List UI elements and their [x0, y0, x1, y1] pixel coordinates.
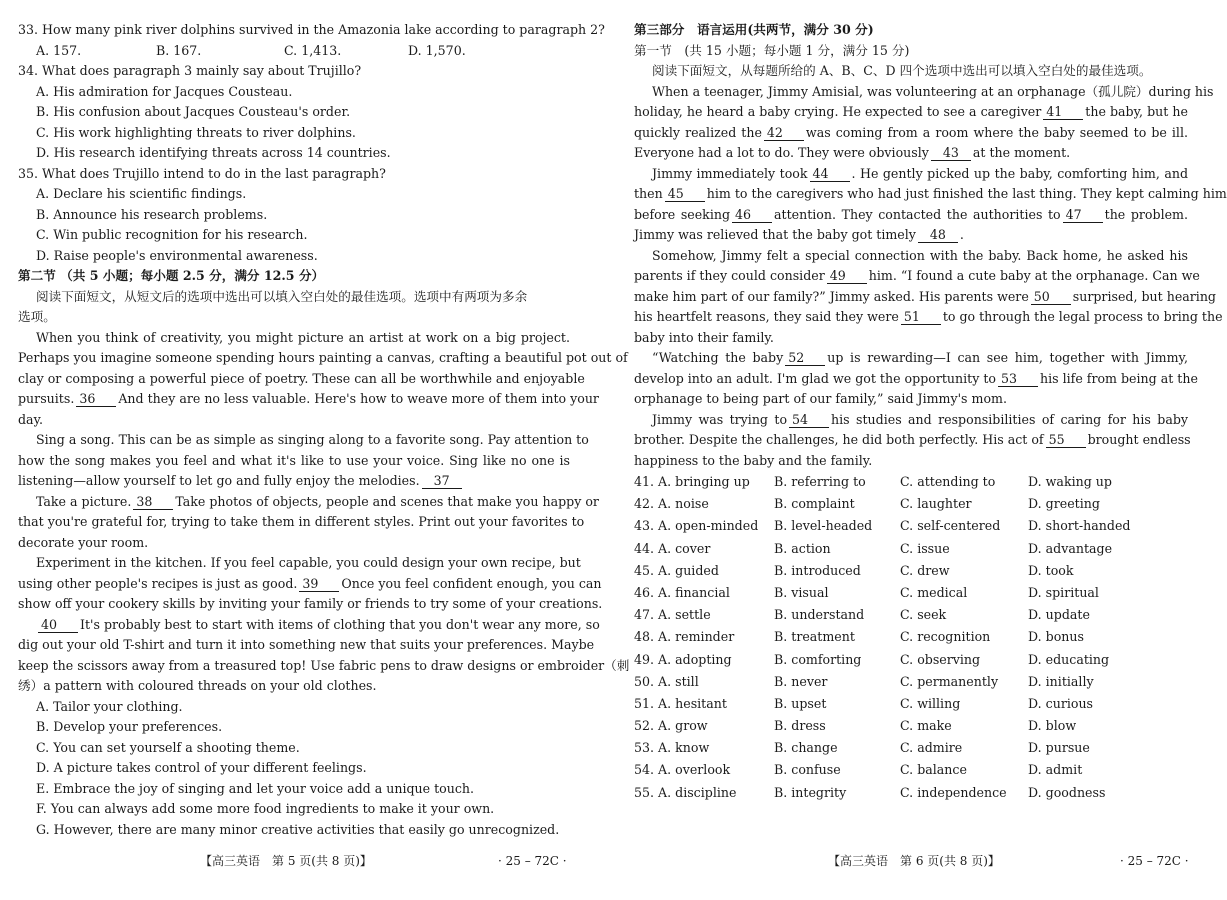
blank-number: 44	[810, 166, 850, 182]
passage-text: his life from being at the	[1040, 370, 1198, 386]
passage-text: brother. Despite the challenges, he did both perfectly. His act of	[634, 432, 1044, 447]
blank-number: 40	[38, 617, 78, 633]
blank-number: 47	[1063, 207, 1103, 223]
section-1-instructions: 阅读下面短文，从每题所给的 A、B、C、D 四个选项中选出可以填入空白处的最佳选项。	[652, 63, 1152, 78]
passage-text: orphanage to being part of our family,” said Jimmy's mom.	[634, 391, 1007, 406]
option-row	[634, 560, 1188, 582]
passage-line	[18, 348, 628, 369]
passage-text: quickly realized the	[634, 124, 762, 140]
passage-text: parents if they could consider	[634, 268, 825, 283]
passage-text: make him part of our family?” Jimmy asked. His parents were	[634, 288, 1029, 304]
passage-text: . He gently picked up the baby, comforting him, and	[851, 165, 1189, 181]
passage-text: Jimmy was trying to	[652, 411, 788, 427]
choice-f: F. You can always add some more food ingredients to make it your own.	[36, 801, 495, 816]
blank-number: 37	[422, 473, 462, 489]
passage-line	[634, 164, 1188, 185]
option-cell: C. observing	[900, 651, 981, 667]
choice-g: G. However, there are many minor creative activities that easily go unrecognized.	[36, 821, 560, 837]
passage-text: Somehow, Jimmy felt a special connection with the baby. Back home, he asked his	[652, 247, 1188, 263]
option-cell: B. comforting	[774, 651, 862, 667]
choice-c: C. You can set yourself a shooting theme.	[36, 739, 300, 755]
passage-line	[18, 389, 599, 410]
option-cell: 53. A. know	[634, 740, 710, 756]
passage-text: listening—allow yourself to let go and fully enjoy the melodies.	[18, 473, 420, 488]
passage-text: Take a picture.	[36, 493, 132, 509]
option-cell: B. complaint	[774, 496, 855, 512]
option-cell: 55. A. discipline	[634, 784, 737, 800]
passage-text: attention. They contacted the authorities to	[774, 206, 1061, 222]
passage-text: day.	[18, 411, 44, 427]
choice-d: D. A picture takes control of your different feelings.	[36, 760, 367, 775]
option-cell: B. confuse	[774, 762, 841, 778]
option-cell: C. admire	[900, 740, 963, 756]
option-cell: D. pursue	[1028, 740, 1090, 756]
passage-text: Jimmy was relieved that the baby got timely	[634, 227, 916, 242]
part-3-title: 第三部分 语言运用(共两节，满分 30 分)	[634, 22, 874, 37]
passage-text: Everyone had a lot to do. They were obviously	[634, 145, 929, 160]
passage-line	[634, 451, 1188, 472]
passage-line	[634, 246, 1188, 267]
option-33-d: D. 1,570.	[408, 42, 466, 58]
passage-text: develop into an adult. I'm glad we got the opportunity to	[634, 370, 996, 386]
option-cell: B. never	[774, 673, 828, 689]
passage-line	[18, 369, 585, 390]
option-35-b: B. Announce his research problems.	[36, 206, 268, 222]
passage-text: the problem.	[1104, 206, 1189, 222]
passage-line	[18, 635, 595, 656]
passage-text: show off your cookery skills by inviting your family or friends to try some of your creations.	[18, 596, 603, 611]
option-cell: C. self-centered	[900, 518, 1001, 534]
option-cell: D. waking up	[1028, 474, 1112, 489]
blank-number: 36	[76, 391, 116, 407]
passage-text: When a teenager, Jimmy Amisial, was volunteering at an orphanage（孤儿院）during his	[652, 83, 1214, 99]
passage-line	[634, 430, 1191, 451]
blank-number: 52	[785, 350, 825, 366]
option-cell: C. make	[900, 718, 952, 734]
passage-text: him to the caregivers who had just finished the last thing. They kept calming him	[706, 186, 1227, 201]
option-cell: C. independence	[900, 784, 1007, 800]
option-cell: B. level-headed	[774, 518, 873, 534]
passage-line	[634, 143, 1188, 164]
option-cell: C. permanently	[900, 673, 999, 689]
option-cell: 42. A. noise	[634, 496, 709, 512]
blank-number: 41	[1043, 104, 1083, 120]
page-footer-right: 【高三英语 第 6 页(共 8 页)】	[828, 854, 1000, 868]
passage-line	[18, 553, 581, 574]
passage-text: clay or composing a powerful piece of poetry. These can all be worthwhile and enjoyable	[18, 370, 585, 386]
option-row	[634, 604, 1188, 626]
option-cell: 50. A. still	[634, 673, 699, 689]
section-2-instructions: 阅读下面短文，从短文后的选项中选出可以填入空白处的最佳选项。选项中有两项为多余	[36, 288, 528, 304]
passage-line	[18, 451, 570, 472]
passage-line	[18, 676, 570, 697]
passage-line	[634, 82, 1214, 103]
section-2-title: 第二节 （共 5 小题；每小题 2.5 分，满分 12.5 分）	[18, 268, 325, 283]
option-cell: 48. A. reminder	[634, 629, 735, 645]
passage-line	[634, 307, 1223, 328]
passage-line	[634, 389, 1188, 410]
option-cell: D. bonus	[1028, 629, 1084, 645]
passage-text: up is rewarding—I can see him, together with Jimmy,	[827, 350, 1188, 365]
passage-text: the baby, but he	[1085, 104, 1188, 119]
option-cell: D. advantage	[1028, 540, 1113, 556]
option-35-d: D. Raise people's environmental awareness.	[36, 247, 318, 263]
option-cell: D. curious	[1028, 695, 1094, 711]
option-cell: 49. A. adopting	[634, 651, 732, 667]
question-35: 35. What does Trujillo intend to do in the last paragraph?	[18, 165, 386, 181]
option-33-b: B. 167.	[156, 42, 202, 58]
passage-line	[18, 471, 570, 492]
option-row	[634, 626, 1188, 648]
blank-number: 46	[732, 207, 772, 223]
option-cell: B. action	[774, 540, 831, 556]
blank-number: 42	[764, 125, 804, 141]
passage-line	[18, 533, 570, 554]
right-page	[634, 20, 1227, 804]
option-row	[634, 737, 1188, 759]
section-2-instructions-cont: 选项。	[18, 309, 56, 324]
blank-number: 48	[918, 227, 958, 243]
blank-number: 50	[1031, 289, 1071, 305]
option-cell: C. seek	[900, 607, 947, 623]
passage-text: was coming from a room where the baby seemed to be ill.	[805, 124, 1188, 140]
passage-text: baby into their family.	[634, 329, 774, 345]
passage-line	[634, 123, 1188, 144]
option-cell: D. educating	[1028, 651, 1110, 667]
option-row	[634, 582, 1188, 604]
passage-text: Take photos of objects, people and scenes that make you happy or	[175, 493, 599, 509]
passage-text: “Watching the baby	[652, 350, 784, 365]
passage-text: brought endless	[1087, 432, 1191, 447]
option-row	[634, 649, 1188, 671]
option-cell: 54. A. overlook	[634, 762, 731, 778]
passage-line	[18, 410, 570, 431]
option-33-c: C. 1,413.	[284, 42, 342, 58]
option-cell: 41. A. bringing up	[634, 474, 750, 489]
passage-line	[634, 287, 1216, 308]
option-cell: B. change	[774, 740, 838, 756]
passage-text: decorate your room.	[18, 534, 149, 550]
passage-text: pursuits.	[18, 391, 75, 406]
passage-text: surprised, but hearing	[1072, 288, 1216, 304]
passage-line	[634, 410, 1188, 431]
option-cell: C. recognition	[900, 629, 991, 645]
passage-line	[634, 348, 1188, 369]
passage-text: 绣）a pattern with coloured threads on your old clothes.	[18, 678, 377, 693]
option-cell: 44. A. cover	[634, 540, 711, 556]
option-cell: D. short-handed	[1028, 518, 1131, 534]
passage-text: Jimmy immediately took	[652, 165, 808, 181]
question-33-options	[18, 41, 570, 62]
option-cell: 46. A. financial	[634, 584, 730, 600]
option-row	[634, 715, 1188, 737]
option-cell: C. attending to	[900, 474, 996, 489]
option-row	[634, 515, 1188, 537]
option-34-a: A. His admiration for Jacques Cousteau.	[36, 83, 293, 99]
blank-number: 39	[299, 576, 339, 592]
passage-line	[634, 266, 1200, 287]
passage-line	[634, 328, 1188, 349]
passage-text: using other people's recipes is just as good.	[18, 575, 298, 591]
passage-line	[18, 574, 602, 595]
passage-text: to go through the legal process to bring the	[942, 309, 1223, 324]
blank-number: 53	[998, 371, 1038, 387]
passage-text: his heartfelt reasons, they said they were	[634, 309, 899, 324]
reading-passage	[18, 328, 630, 697]
option-cell: D. blow	[1028, 718, 1077, 734]
passage-text: before seeking	[634, 206, 731, 222]
option-34-b: B. His confusion about Jacques Cousteau's order.	[36, 104, 351, 119]
option-cell: D. took	[1028, 562, 1074, 578]
option-row	[634, 759, 1188, 781]
passage-text: It's probably best to start with items of clothing that you don't wear any more, so	[80, 616, 600, 632]
passage-line	[634, 225, 1188, 246]
option-cell: B. integrity	[774, 784, 847, 800]
option-cell: D. goodness	[1028, 784, 1106, 800]
passage-text: him. “I found a cute baby at the orphanage. Can we	[868, 268, 1200, 283]
option-cell: 43. A. open-minded	[634, 518, 759, 534]
passage-text: holiday, he heard a baby crying. He expected to see a caregiver	[634, 104, 1042, 119]
left-page	[18, 20, 630, 840]
passage-text: keep the scissors away from a treasured top! Use fabric pens to draw designs or embroider（刺	[18, 657, 630, 673]
passage-line	[18, 328, 570, 349]
cloze-passage	[634, 82, 1227, 472]
passage-text: Once you feel confident enough, you can	[341, 575, 602, 591]
choice-a: A. Tailor your clothing.	[36, 698, 183, 714]
blank-number: 43	[931, 145, 971, 161]
option-row	[634, 493, 1188, 515]
passage-text: .	[959, 227, 964, 242]
option-cell: B. dress	[774, 718, 826, 734]
option-cell: D. update	[1028, 607, 1090, 623]
passage-line	[18, 594, 603, 615]
option-cell: D. initially	[1028, 673, 1094, 689]
option-cell: C. balance	[900, 762, 967, 778]
option-cell: D. greeting	[1028, 496, 1100, 512]
option-row	[634, 693, 1188, 715]
passage-line	[634, 102, 1188, 123]
option-cell: 52. A. grow	[634, 718, 708, 734]
blank-number: 49	[827, 268, 867, 284]
passage-line	[634, 184, 1227, 205]
question-34: 34. What does paragraph 3 mainly say about Trujillo?	[18, 63, 362, 78]
option-35-c: C. Win public recognition for his research.	[36, 227, 308, 242]
section-1-title: 第一节 (共 15 小题；每小题 1 分，满分 15 分)	[634, 42, 910, 58]
passage-line	[18, 656, 630, 677]
option-cell: B. upset	[774, 695, 827, 711]
option-cell: C. willing	[900, 695, 961, 711]
cloze-options	[634, 471, 1188, 804]
passage-text: dig out your old T-shirt and turn it into something new that suits your preferences. Maybe	[18, 637, 595, 652]
option-cell: 51. A. hesitant	[634, 695, 727, 711]
blank-number: 55	[1046, 432, 1086, 448]
option-34-d: D. His research identifying threats across 14 countries.	[36, 145, 391, 160]
option-34-c: C. His work highlighting threats to river dolphins.	[36, 124, 356, 140]
page-code-right: · 25 – 72C ·	[1120, 854, 1189, 868]
option-row	[634, 671, 1188, 693]
passage-text: then	[634, 186, 663, 201]
option-cell: B. referring to	[774, 474, 866, 489]
page-footer-left: 【高三英语 第 5 页(共 8 页)】	[200, 854, 372, 868]
choice-e: E. Embrace the joy of singing and let your voice add a unique touch.	[36, 780, 475, 796]
blank-number: 51	[901, 309, 941, 325]
blank-number: 38	[133, 494, 173, 510]
option-cell: D. spiritual	[1028, 584, 1099, 600]
option-cell: C. issue	[900, 540, 950, 556]
passage-line	[18, 512, 585, 533]
option-cell: D. admit	[1028, 762, 1083, 778]
passage-text: happiness to the baby and the family.	[634, 452, 873, 468]
option-cell: 47. A. settle	[634, 607, 711, 623]
option-cell: B. treatment	[774, 629, 855, 645]
option-row	[634, 471, 1188, 493]
passage-line	[18, 492, 599, 513]
option-cell: C. medical	[900, 584, 968, 600]
passage-text: how the song makes you feel and what it's like to use your voice. Sing like no one is	[18, 452, 570, 468]
option-cell: B. understand	[774, 607, 865, 623]
option-cell: C. drew	[900, 562, 950, 578]
passage-text: Sing a song. This can be as simple as singing along to a favorite song. Pay attention to	[36, 432, 589, 447]
option-cell: 45. A. guided	[634, 562, 719, 578]
passage-line	[634, 205, 1188, 226]
blank-number: 54	[789, 412, 829, 428]
option-cell: B. visual	[774, 584, 829, 600]
passage-text: at the moment.	[972, 145, 1071, 160]
choice-b: B. Develop your preferences.	[36, 719, 223, 734]
option-row	[634, 782, 1188, 804]
page-code-left: · 25 – 72C ·	[498, 854, 567, 868]
blank-number: 45	[665, 186, 705, 202]
passage-text: And they are no less valuable. Here's how to weave more of them into your	[118, 391, 599, 406]
option-33-a: A. 157.	[36, 42, 82, 58]
passage-line	[634, 369, 1198, 390]
passage-text: his studies and responsibilities of caring for his baby	[831, 411, 1189, 427]
question-33: 33. How many pink river dolphins survived in the Amazonia lake according to paragraph 2?	[18, 22, 605, 37]
passage-text: Perhaps you imagine someone spending hours painting a canvas, crafting a beautiful pot out of	[18, 350, 628, 365]
option-cell: C. laughter	[900, 496, 972, 512]
passage-text: that you're grateful for, trying to take them in different styles. Print out your favorites to	[18, 514, 585, 529]
option-row	[634, 538, 1188, 560]
option-35-a: A. Declare his scientific findings.	[36, 186, 247, 201]
passage-text: When you think of creativity, you might picture an artist at work on a big project.	[36, 329, 570, 345]
passage-text: Experiment in the kitchen. If you feel capable, you could design your own recipe, but	[36, 555, 581, 570]
passage-line	[18, 430, 589, 451]
option-cell: B. introduced	[774, 562, 861, 578]
passage-line	[18, 615, 600, 636]
